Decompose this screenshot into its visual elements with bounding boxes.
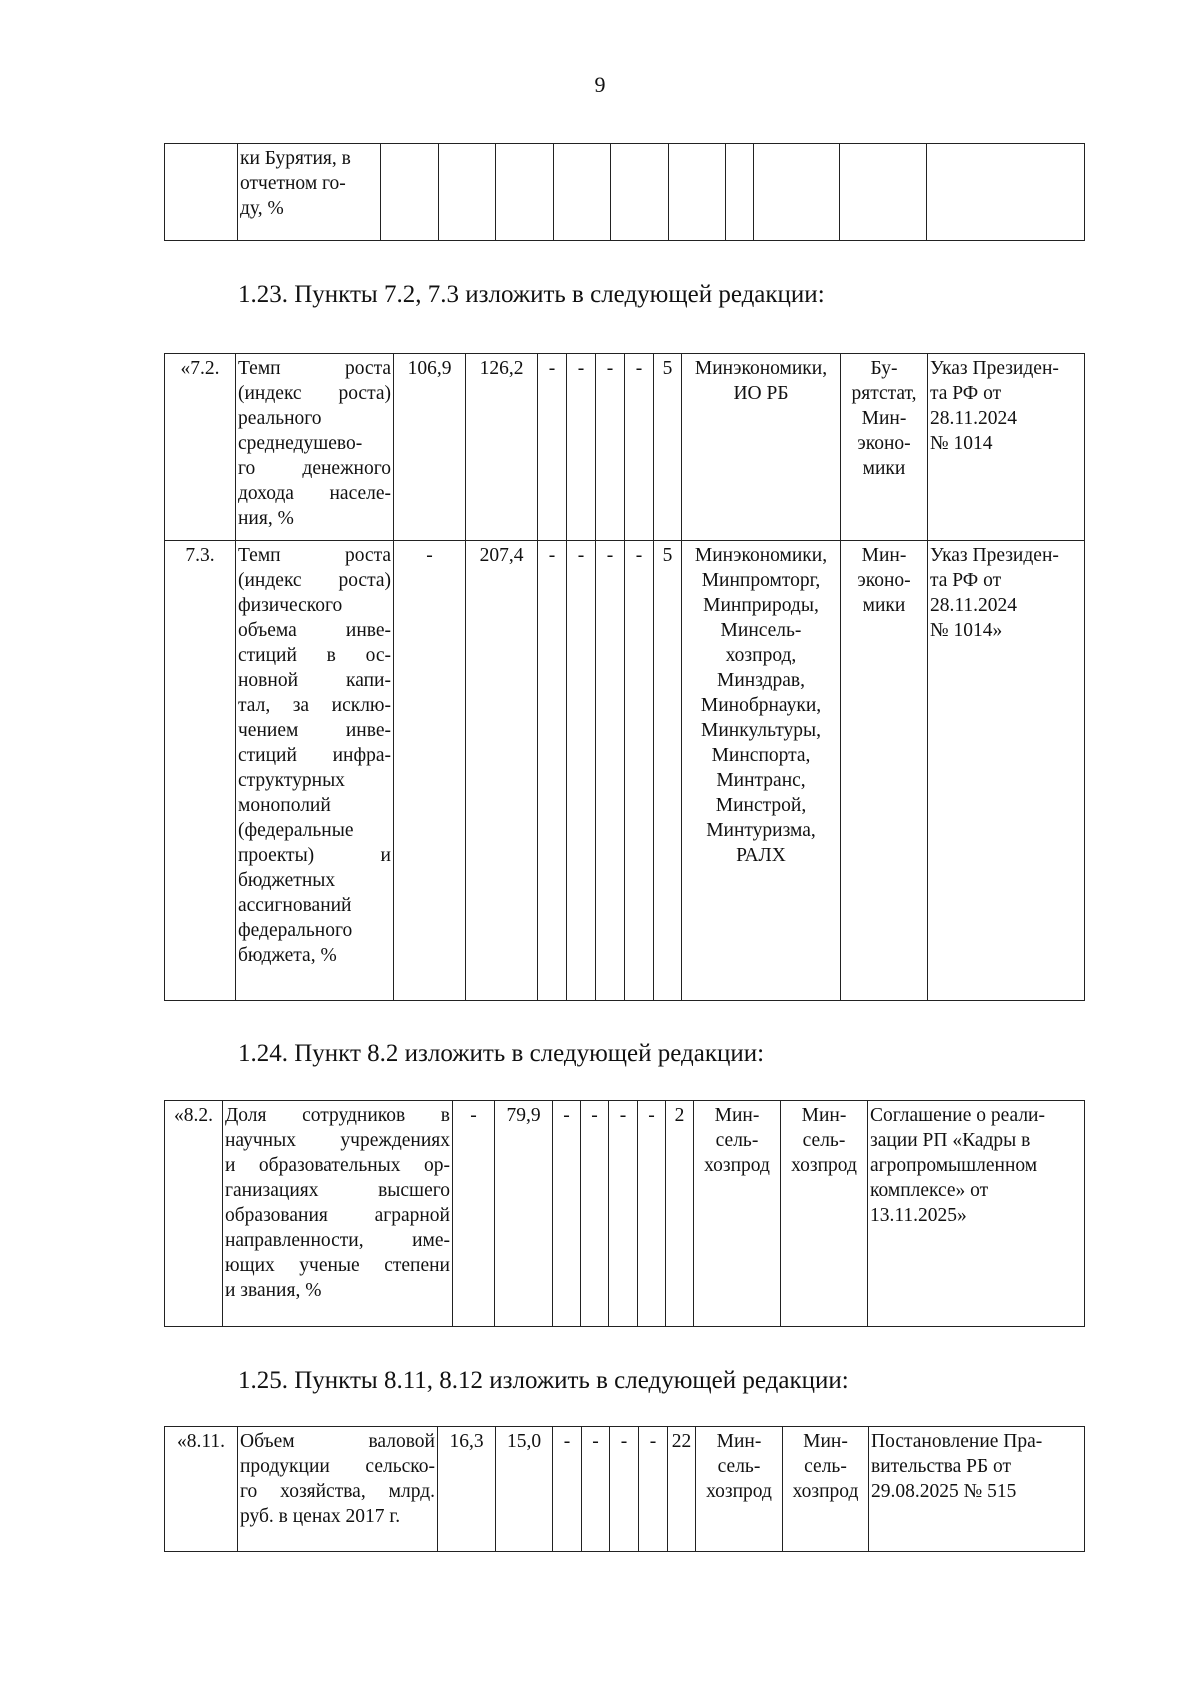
cell-level: 5 (654, 541, 682, 1001)
cell-responsible (682, 541, 841, 1001)
cell-indicator (236, 541, 394, 1001)
text-line: сель- (804, 1456, 847, 1477)
cell-responsible (694, 1101, 781, 1327)
cell-empty (554, 144, 611, 241)
text-line: Минсель- (720, 620, 802, 641)
text-line: стиций инфра- (238, 745, 391, 766)
text-line: Минтранс, (716, 770, 806, 791)
cell-base-value: - (394, 541, 466, 1001)
text-line: Минтуризма, (706, 820, 816, 841)
text-line: (федеральные (238, 820, 354, 841)
cell-empty (927, 144, 1085, 241)
cell-basis (868, 1101, 1085, 1327)
text-line: сель- (802, 1130, 846, 1151)
heading-1-25: 1.25. Пункты 8.11, 8.12 изложить в следующей редакции: (238, 1367, 849, 1394)
cell-source (781, 1101, 868, 1327)
text-line: Указ Президен- (930, 545, 1059, 566)
table-row (165, 354, 1085, 541)
cell-basis (928, 541, 1085, 1001)
cell-year-value: - (638, 1101, 666, 1327)
text-line: Минэкономики, (694, 545, 828, 566)
text-line: Минобрнауки, (700, 695, 822, 716)
cell-year-value: - (596, 541, 625, 1001)
text-line: тал, за исклю- (238, 695, 391, 716)
cell-year-value: - (538, 541, 567, 1001)
cell-num (165, 144, 238, 241)
text-line: го хозяйства, млрд. (240, 1481, 435, 1502)
text-line: Соглашение о реали- (870, 1105, 1045, 1126)
table-8-2 (164, 1100, 1085, 1327)
text-line: Бу- (870, 358, 898, 379)
text-line: эконо- (857, 433, 911, 454)
text-line: хозпрод (704, 1155, 770, 1176)
cell-target-value: 15,0 (496, 1427, 553, 1552)
text-line: ки Бурятия, в (240, 148, 351, 169)
text-line: ганизациях высшего (225, 1180, 450, 1201)
text-line: монополий (238, 795, 331, 816)
text-line: дохода населе- (238, 483, 391, 504)
text-line: Минздрав, (717, 670, 805, 691)
text-line: хозпрод (791, 1155, 857, 1176)
cell-year-value: - (639, 1427, 668, 1552)
text-line: 28.11.2024 (930, 408, 1018, 429)
cell-indicator (236, 354, 394, 541)
text-line: № 1014» (930, 620, 1003, 641)
text-line: Минэкономики, (694, 358, 828, 379)
text-line: 29.08.2025 № 515 (871, 1481, 1017, 1502)
cell-empty (669, 144, 726, 241)
text-line: Мин- (801, 1105, 847, 1126)
text-line: федерального (238, 920, 353, 941)
text-line: го денежного (238, 458, 391, 479)
cell-empty (754, 144, 840, 241)
text-line: стиций в ос- (238, 645, 391, 666)
text-line: Указ Президен- (930, 358, 1059, 379)
cell-empty (611, 144, 669, 241)
cell-year-value: - (581, 1101, 609, 1327)
text-line: та РФ от (930, 383, 1002, 404)
text-line: научных учреждениях (225, 1130, 450, 1151)
cell-year-value: - (567, 541, 596, 1001)
cell-indicator (238, 144, 381, 241)
cell-base-value: 16,3 (438, 1427, 496, 1552)
text-line: структурных (238, 770, 345, 791)
cell-num: 7.3. (165, 541, 236, 1001)
text-line: и звания, % (225, 1280, 322, 1301)
cell-basis (869, 1427, 1085, 1552)
text-line: отчетном го- (240, 173, 346, 194)
text-line: Минстрой, (715, 795, 807, 816)
table-row (165, 1427, 1085, 1552)
text-line: бюджета, % (238, 945, 337, 966)
text-line: Мин- (861, 545, 907, 566)
text-line: № 1014 (930, 433, 993, 454)
cell-num: «8.2. (165, 1101, 223, 1327)
cell-empty (496, 144, 554, 241)
cell-source (783, 1427, 869, 1552)
cell-year-value: - (553, 1101, 581, 1327)
text-line: Минспорта, (711, 745, 811, 766)
text-line: Мин- (714, 1105, 760, 1126)
cell-base-value: - (453, 1101, 495, 1327)
cell-responsible (696, 1427, 783, 1552)
cell-indicator (223, 1101, 453, 1327)
cell-empty (439, 144, 496, 241)
text-line: Минприроды, (703, 595, 819, 616)
continuation-table (164, 143, 1085, 241)
text-line: направленности, име- (225, 1230, 450, 1251)
text-line: Постановление Пра- (871, 1431, 1043, 1452)
text-line: Мин- (716, 1431, 762, 1452)
text-line: бюджетных (238, 870, 336, 891)
cell-target-value: 126,2 (466, 354, 538, 541)
cell-empty (381, 144, 439, 241)
cell-empty (840, 144, 927, 241)
text-line: хозпрод (706, 1481, 772, 1502)
text-line: вительства РБ от (871, 1456, 1012, 1477)
text-line: продукции сельско- (240, 1456, 435, 1477)
cell-year-value: - (582, 1427, 610, 1552)
text-line: чением инве- (238, 720, 391, 741)
text-line: и образовательных ор- (225, 1155, 450, 1176)
text-line: РАЛХ (736, 845, 786, 866)
text-line: ИО РБ (733, 383, 789, 404)
text-line: мики (862, 595, 906, 616)
text-line: образования аграрной (225, 1205, 450, 1226)
table-8-11 (164, 1426, 1085, 1552)
text-line: проекты) и (238, 845, 391, 866)
text-line: ния, % (238, 508, 294, 529)
cell-num: «8.11. (165, 1427, 238, 1552)
text-line: комплексе» от (870, 1180, 989, 1201)
text-line: хозпрод, (725, 645, 797, 666)
text-line: реального (238, 408, 322, 429)
text-line: ющих ученые степени (225, 1255, 450, 1276)
cell-level: 2 (666, 1101, 694, 1327)
text-line: ассигнований (238, 895, 352, 916)
cell-year-value: - (610, 1427, 639, 1552)
text-line: руб. в ценах 2017 г. (240, 1506, 401, 1527)
text-line: сель- (715, 1130, 759, 1151)
table-row (165, 144, 1085, 241)
cell-target-value: 207,4 (466, 541, 538, 1001)
cell-base-value: 106,9 (394, 354, 466, 541)
text-line: ду, % (240, 198, 284, 219)
text-line: агропромышленном (870, 1155, 1038, 1176)
text-line: Минпромторг, (701, 570, 821, 591)
text-line: (индекс роста) (238, 383, 391, 404)
table-row (165, 1101, 1085, 1327)
cell-source (841, 541, 928, 1001)
heading-1-23: 1.23. Пункты 7.2, 7.3 изложить в следующей редакции: (238, 281, 825, 308)
text-line: мики (862, 458, 906, 479)
cell-year-value: - (625, 354, 654, 541)
table-7 (164, 353, 1085, 1001)
cell-responsible (682, 354, 841, 541)
cell-year-value: - (596, 354, 625, 541)
text-line: (индекс роста) (238, 570, 391, 591)
cell-year-value: - (609, 1101, 638, 1327)
text-line: Мин- (803, 1431, 848, 1452)
text-line: хозпрод (792, 1481, 859, 1502)
text-line: Минкультуры, (701, 720, 821, 741)
cell-basis (928, 354, 1085, 541)
text-line: 13.11.2025» (870, 1205, 967, 1226)
page-number: 9 (594, 72, 606, 97)
text-line: эконо- (857, 570, 911, 591)
cell-empty (726, 144, 754, 241)
cell-year-value: - (553, 1427, 582, 1552)
cell-level: 5 (654, 354, 682, 541)
text-line: среднедушево- (238, 433, 363, 454)
text-line: Доля сотрудников в (225, 1105, 450, 1126)
text-line: физического (238, 595, 343, 616)
text-line: рятстат, (851, 383, 917, 404)
cell-year-value: - (538, 354, 567, 541)
cell-year-value: - (567, 354, 596, 541)
cell-year-value: - (625, 541, 654, 1001)
table-row (165, 541, 1085, 1001)
text-line: зации РП «Кадры в (870, 1130, 1031, 1151)
cell-indicator (238, 1427, 438, 1552)
heading-1-24: 1.24. Пункт 8.2 изложить в следующей редакции: (238, 1040, 765, 1067)
text-line: Объем валовой (240, 1431, 435, 1452)
cell-level: 22 (668, 1427, 696, 1552)
text-line: Мин- (861, 408, 907, 429)
cell-source (841, 354, 928, 541)
text-line: та РФ от (930, 570, 1002, 591)
cell-num: «7.2. (165, 354, 236, 541)
cell-target-value: 79,9 (495, 1101, 553, 1327)
text-line: объема инве- (238, 620, 391, 641)
text-line: новной капи- (238, 670, 391, 691)
text-line: 28.11.2024 (930, 595, 1018, 616)
text-line: Темп роста (238, 358, 391, 379)
text-line: Темп роста (238, 545, 391, 566)
text-line: сель- (717, 1456, 761, 1477)
